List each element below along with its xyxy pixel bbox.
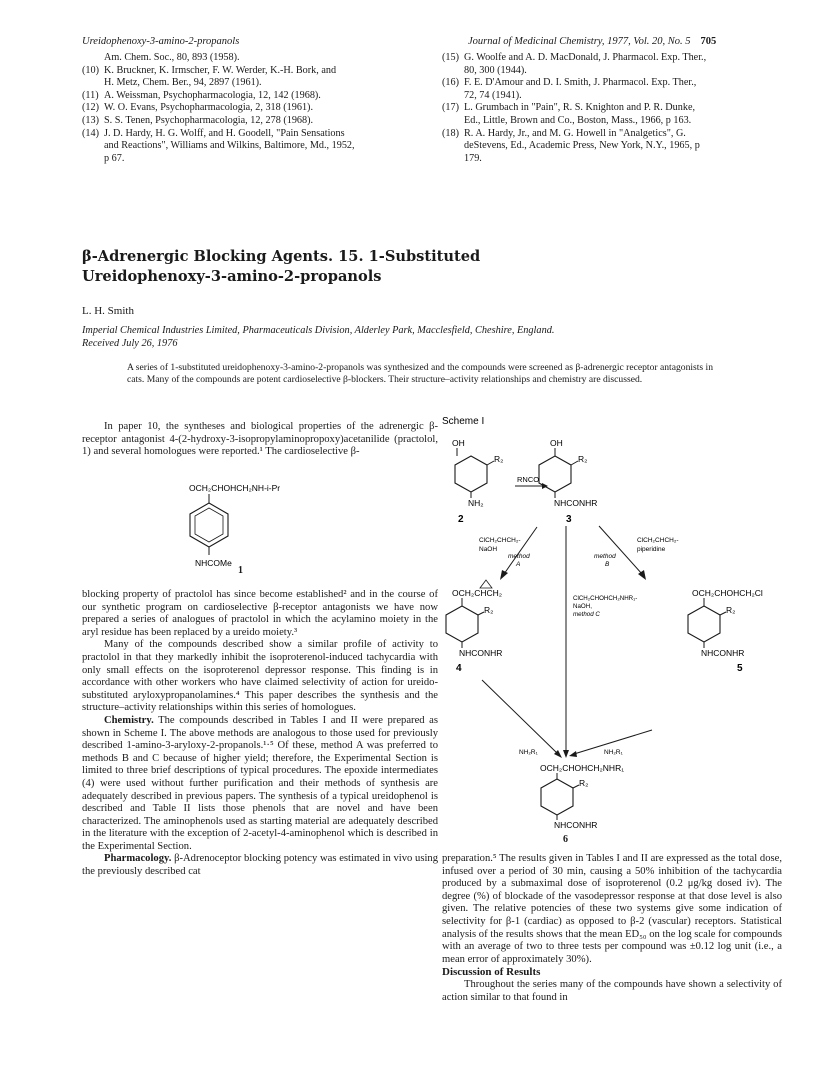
intro-text: In paper 10, the syntheses and biological properties of the adrenergic β-receptor antagonist 4-(2-hydroxy-3-isopropylaminopropoxy)acetanilide (practolol, 1) and several homologues were reported.¹ The cardioselective β- (82, 421, 438, 458)
reference-line: 179. (464, 152, 482, 164)
results-paragraph: preparation.⁵ The results given in Tables I and II are expressed as the total dose, infused over a period of 30 min, causing a 50% inhibition of the tachycardia produced by a submaximal dose of isoproterenol (0.2 μg/kg dosed iv). The degree (%) of blockade of the vasodepressor response at that dose level is also given. The relative potencies of these two systems give some indication of selectivity for β-1 (cardiac) as opposed to β-2 (vascular) receptors. Statistical analysis of the results shows that the mean ED₅₀ on the log scale for compounds with an average of two to three tests per compound was ±0.12 log unit (i.e., a mean error of approximately 30%). (442, 853, 782, 965)
discussion-heading: Discussion of Results (442, 966, 541, 979)
author: L. H. Smith (82, 305, 134, 317)
chemistry-text: The compounds described in Tables I and II were prepared as shown in Scheme I. The above methods are analogous to those used for previously described 1-amino-3-aryloxy-2-propanols.¹·⁵ Of these, method A was preferred to methods B and C because of higher yield; therefore, the Experimental Section is limited to three brief descriptions of typical procedures. The epoxide intermediates (4) were used without further purification and their methods of synthesis are adequately described in previous papers. The synthesis of a typical ureidophenol is described and Table II lists those phenols that are novel and have been characterized. The aminophenols used as starting material are adequately described in the literature with the exception of 2-acetyl-4-aminophenol which is described in the Experimental Section. (82, 714, 438, 852)
received-date: Received July 26, 1976 (82, 337, 178, 349)
structure-1-side-chain: OCH₂CHOHCH₂NH-i-Pr (189, 483, 281, 493)
intro-continued-text: blocking property of practolol has since become established² and in the course of our synthetic program on cardioselective β-receptor antagonists we have now prepared a series of analogues of practolol in which the acylamino moiety in the aryl residue has been replaced by a ureido moiety.³ (82, 589, 438, 638)
reference-line: (13) S. S. Tenen, Psychopharmacologia, 12, 278 (1968). (82, 114, 314, 126)
article-title-line1: β-Adrenergic Blocking Agents. 15. 1-Substituted (82, 248, 481, 265)
epoxide-side-chain: OCH₂CHCH₂ (452, 588, 503, 598)
references-right (442, 52, 782, 165)
compound-label-2: 2 (458, 514, 464, 525)
reference-line: (11) A. Weissman, Psychopharmacologia, 12, 142 (1968). (82, 89, 321, 101)
chlorohydrin-side-chain: OCH₂CHOHCH₂Cl (692, 588, 763, 598)
references-left (82, 52, 437, 165)
compound-label-1: 1 (238, 565, 243, 576)
r2-label: R₂ (579, 778, 589, 788)
affiliation (82, 325, 762, 350)
intro-paragraph-1 (82, 421, 438, 459)
nhconhr-label: NHCONHR (554, 498, 598, 508)
pharmacology-section (82, 853, 438, 878)
reagent-b-line2: piperidine (637, 546, 666, 553)
scheme-1-diagram (442, 414, 787, 834)
reagent-c-line3: method C (573, 611, 600, 618)
discussion-paragraph: Throughout the series many of the compounds have shown a selectivity of action similar to that found in (442, 978, 782, 1003)
amine-reagent-right: NH₂R₁ (604, 749, 623, 756)
reference-line: (17) L. Grumbach in "Pain", R. S. Knighton and P. R. Dunke, (442, 102, 696, 114)
article-title-line2: Ureidophenoxy-3-amino-2-propanols (82, 268, 382, 285)
method-b-line2: B (605, 561, 610, 568)
reference-line: and Reactions", Williams and Wilkins, Baltimore, Md., 1952, (104, 140, 355, 152)
reagent-b-line1: ClCH₂CHCH₂- (637, 537, 679, 544)
reference-line: p 67. (104, 152, 125, 164)
reference-line: H. Metz, Chem. Ber., 94, 2897 (1961). (104, 77, 262, 89)
reference-line: Am. Chem. Soc., 80, 893 (1958). (104, 52, 240, 63)
chemistry-heading: Chemistry. (104, 714, 154, 726)
reference-line: (15) G. Woolfe and A. D. MacDonald, J. Pharmacol. Exp. Ther., (442, 52, 707, 63)
compound-label-4: 4 (456, 663, 462, 674)
reagent-a-line2: NaOH (479, 546, 498, 553)
reference-line: (12) W. O. Evans, Psychopharmacologia, 2, 318 (1961). (82, 102, 313, 114)
r2-label: R₂ (484, 605, 494, 615)
nh2-label: NH₂ (468, 498, 484, 508)
oh-label: OH (550, 438, 563, 448)
compound-label-5: 5 (737, 663, 743, 674)
nhconhr-label: NHCONHR (701, 648, 745, 658)
running-header-left: Ureidophenoxy-3-amino-2-propanols (82, 36, 240, 47)
pharmacology-text: β-Adrenoceptor blocking potency was estimated in vivo using the previously described cat (82, 853, 438, 878)
scheme-title: Scheme I (442, 416, 485, 427)
structure-1-amide: NHCOMe (195, 558, 232, 568)
amine-reagent-left: NH₂R₁ (519, 749, 538, 756)
oh-label: OH (452, 438, 465, 448)
reagent-c-line1: ClCH₂CHOHCH₂NHR₁- (573, 595, 638, 602)
pharmacology-heading: Pharmacology. (104, 853, 172, 865)
reagent-c-line2: NaOH, (573, 603, 592, 610)
chemistry-section (82, 715, 438, 854)
method-a-line1: method (508, 553, 530, 560)
intro-paragraph-2: Many of the compounds described show a similar profile of activity to practolol in that they markedly inhibit the isoproterenol-induced tachycardia with only small effects on the isoproterenol depressor response. This finding is in accordance with other workers who have claimed selectivity of action for ureido-substituted aryloxypropanolamines.⁴ This paper describes the synthesis and the structure–activity relationships within this series of homologues. (82, 639, 438, 714)
structure-1-practolol (175, 480, 355, 580)
article-title (82, 247, 742, 287)
r2-label: R₂ (578, 454, 588, 464)
product-side-chain: OCH₂CHOHCH₂NHR₁ (540, 763, 625, 773)
reference-line: (16) F. E. D'Amour and D. I. Smith, J. Pharmacol. Exp. Ther., (442, 77, 697, 89)
reference-line: (10) K. Bruckner, K. Irmscher, F. W. Werder, K.-H. Bork, and (82, 64, 337, 76)
reference-line: Ed., Little, Brown and Co., Boston, Mass., 1966, p 163. (464, 114, 692, 126)
reference-line: (14) J. D. Hardy, H. G. Wolff, and H. Goodell, "Pain Sensations (82, 127, 345, 139)
method-a-line2: A (516, 561, 521, 568)
compound-label-3: 3 (566, 514, 572, 525)
reference-line: 72, 74 (1941). (464, 89, 522, 101)
page-number: 705 (700, 36, 717, 47)
intro-paragraph-continued (82, 589, 438, 879)
nhconhr-label: NHCONHR (459, 648, 503, 658)
r2-label: R₂ (726, 605, 736, 615)
compound-label-6: 6 (563, 834, 568, 845)
reference-line: 80, 300 (1944). (464, 64, 527, 76)
affiliation-text: Imperial Chemical Industries Limited, Pharmaceuticals Division, Alderley Park, Macclesfield, Cheshire, England. (82, 325, 555, 336)
reference-line: deStevens, Ed., Academic Press, New York, N.Y., 1965, p (464, 140, 700, 152)
running-header-right (468, 36, 716, 47)
journal-citation: Journal of Medicinal Chemistry, 1977, Vol. 20, No. 5 (468, 36, 691, 47)
r2-label: R₂ (494, 454, 504, 464)
right-column-text (442, 853, 782, 1004)
method-b-line1: method (594, 553, 616, 560)
reference-line: (18) R. A. Hardy, Jr., and M. G. Howell in "Analgetics", G. (442, 127, 686, 139)
rnco-reagent: RNCO (517, 475, 540, 484)
abstract: A series of 1-substituted ureidophenoxy-3-amino-2-propanols was synthesized and the compounds were screened as β-adrenergic receptor antagonists in cats. Many of the compounds are potent cardioselective β-blockers. Their structure–activity relationships and chemistry are discussed. (127, 362, 714, 385)
reagent-a-line1: ClCH₂CHCH₂- (479, 537, 521, 544)
nhconhr-label: NHCONHR (554, 820, 598, 830)
